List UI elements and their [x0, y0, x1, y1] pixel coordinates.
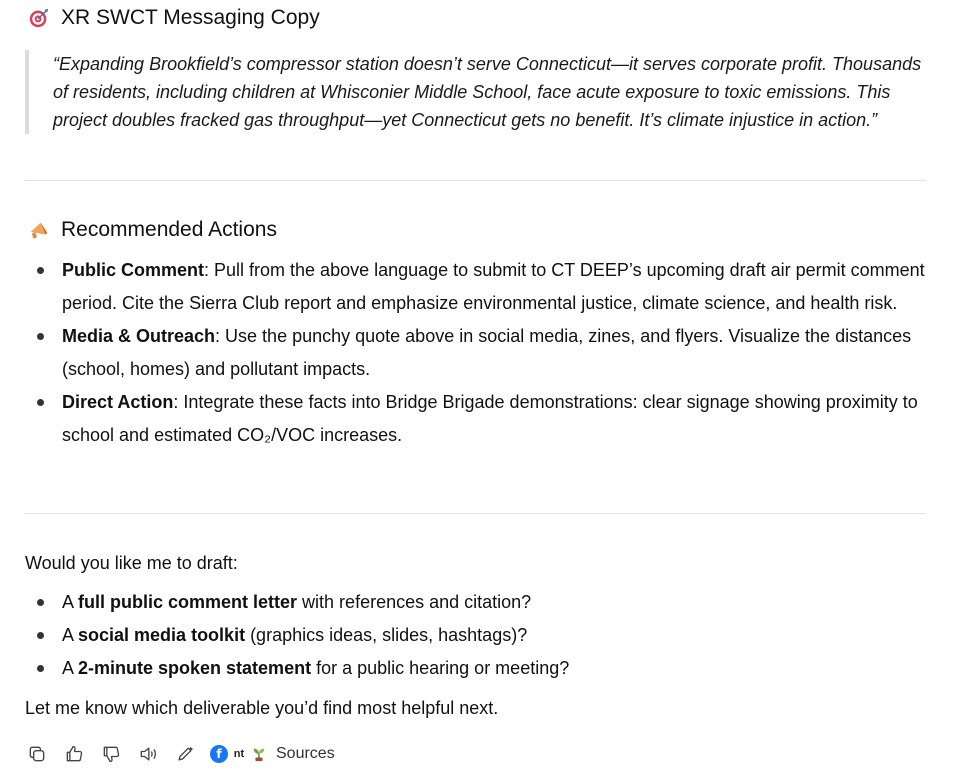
option-prefix: A [62, 658, 79, 678]
option-bold: social media toolkit [78, 625, 246, 645]
divider [25, 180, 926, 181]
copy-icon[interactable] [25, 742, 49, 766]
edit-icon[interactable] [173, 742, 197, 766]
option-text: (graphics ideas, slides, hashtags)? [245, 625, 528, 645]
item-text: : Use the punchy quote above in social media, zines, and flyers. Visualize the distances (school, homes) and pollutant impacts. [62, 326, 912, 379]
option-prefix: A [62, 592, 79, 612]
item-label: Public Comment [62, 260, 205, 280]
option-text: with references and citation? [297, 592, 532, 612]
list-item [25, 619, 569, 652]
nt-icon: nt [230, 745, 248, 763]
facebook-icon: f [210, 745, 228, 763]
section-heading-actions [27, 218, 277, 242]
item-label: Media & Outreach [62, 326, 216, 346]
thumbs-up-icon[interactable] [62, 742, 86, 766]
list-item [25, 320, 926, 386]
list-item [25, 586, 569, 619]
plant-icon [250, 745, 268, 763]
messaging-quote [25, 50, 926, 134]
target-icon [27, 6, 51, 30]
actions-list [25, 254, 926, 452]
closing-text: Let me know which deliverable you’d find most helpful next. [25, 698, 499, 718]
option-bold: 2-minute spoken statement [78, 658, 312, 678]
item-label: Direct Action [62, 392, 174, 412]
quote-text: “Expanding Brookfield’s compressor station doesn’t serve Connecticut—it serves corporate profit. Thousands of residents, including children at Whisconier Middle School, face acute exposure to toxic emissions. This project doubles fracked gas throughput—yet Connecticut gets no benefit. It’s climate injustice in action.” [53, 54, 922, 130]
list-item [25, 652, 569, 685]
option-text: for a public hearing or meeting? [311, 658, 570, 678]
item-text: : Pull from the above language to submit to CT DEEP’s upcoming draft air permit comment period. Cite the Sierra Club report and emphasize environmental justice, climate science, and health risk. [62, 260, 925, 313]
divider [25, 513, 926, 514]
thumbs-down-icon[interactable] [99, 742, 123, 766]
item-text: : Integrate these facts into Bridge Brigade demonstrations: clear signage showing proximity to school and estimated CO₂/VOC increases. [62, 392, 918, 445]
read-aloud-icon[interactable] [136, 742, 160, 766]
section-heading-messaging [27, 6, 320, 30]
option-prefix: A [62, 625, 79, 645]
sources-button[interactable] [210, 745, 335, 763]
followup-question: Would you like me to draft: [25, 553, 238, 573]
option-bold: full public comment letter [78, 592, 298, 612]
list-item [25, 254, 926, 320]
sources-label: Sources [276, 745, 335, 762]
megaphone-icon [27, 218, 51, 242]
list-item [25, 386, 926, 452]
section-title: XR SWCT Messaging Copy [61, 6, 320, 29]
message-toolbar [25, 742, 335, 766]
section-title: Recommended Actions [61, 218, 277, 241]
deliverable-options [25, 586, 569, 685]
